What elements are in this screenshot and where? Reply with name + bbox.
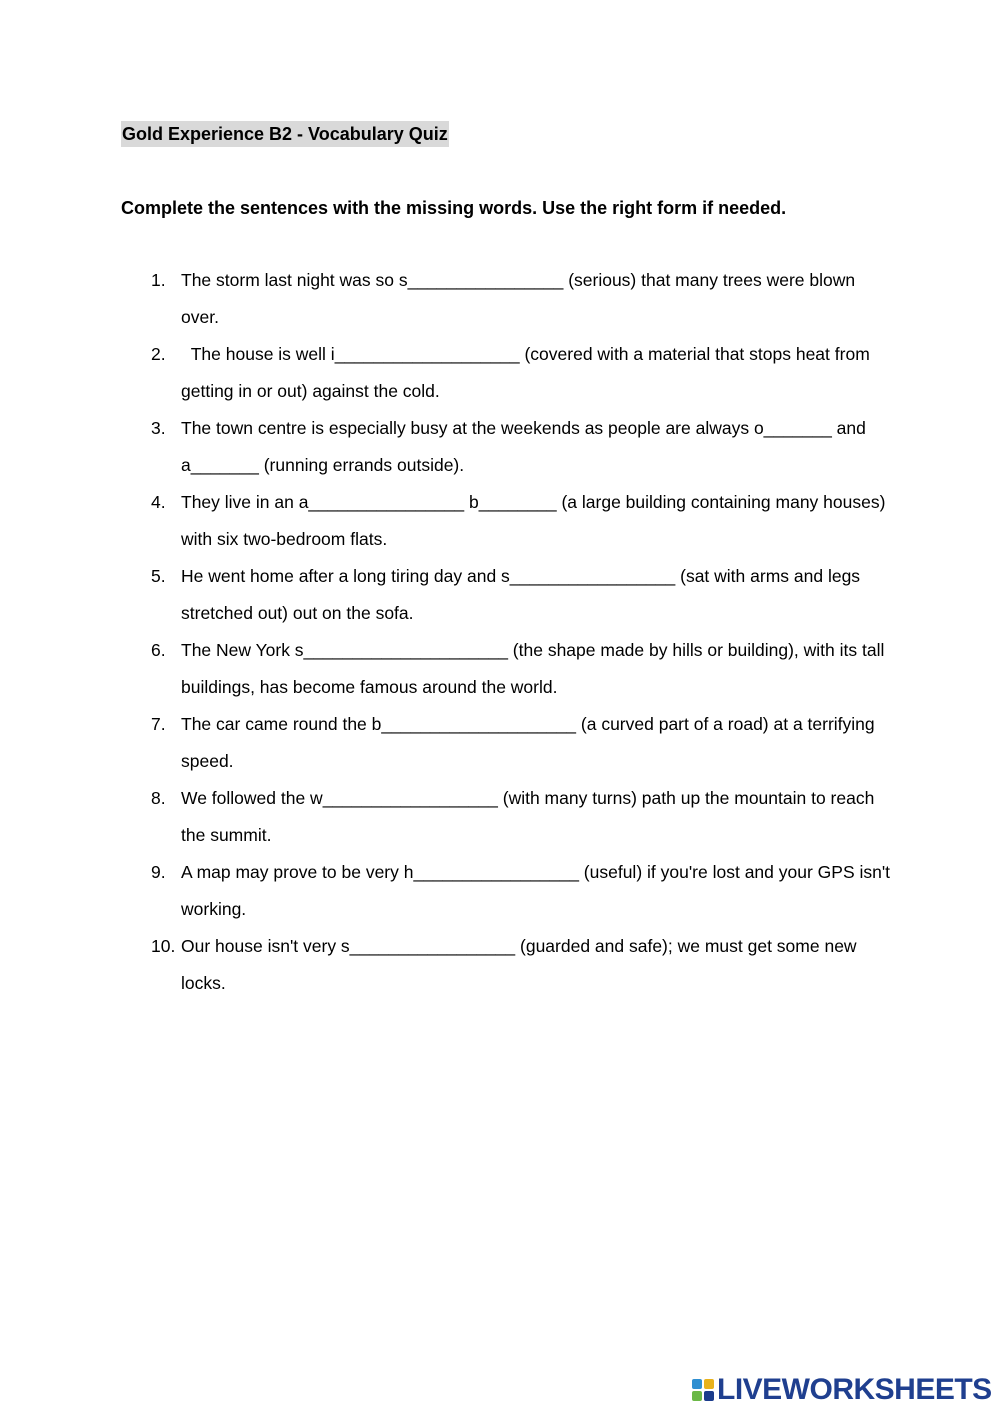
question-number: 5. [151,566,166,586]
question-text: The car came round the b____________________ (a curved part of a road) at a terrifying speed. [181,714,880,771]
page-title: Gold Experience B2 - Vocabulary Quiz [121,121,449,147]
question-9 [151,854,895,928]
question-4 [151,484,891,558]
question-number: 1. [151,270,166,290]
question-text: We followed the w__________________ (with many turns) path up the mountain to reach the summit. [181,788,880,845]
question-text: The house is well i___________________ (covered with a material that stops heat from getting in or out) against the cold. [181,344,875,401]
question-number: 4. [151,492,166,512]
instructions: Complete the sentences with the missing words. Use the right form if needed. [121,198,787,218]
question-5 [151,558,891,632]
question-10 [151,928,891,1002]
question-text: He went home after a long tiring day and s_________________ (sat with arms and legs stretched out) out on the sofa. [181,566,865,623]
question-text: The New York s_____________________ (the shape made by hills or building), with its tall buildings, has become famous around the world. [181,640,890,697]
question-list [151,262,895,1002]
question-text: The town centre is especially busy at the weekends as people are always o_______ and a_______ (running errands outside). [181,418,871,475]
question-6 [151,632,891,706]
question-2 [151,336,891,410]
question-text: A map may prove to be very h_________________ (useful) if you're lost and your GPS isn't working. [181,862,895,919]
liveworksheets-brand[interactable] [692,1374,992,1406]
liveworksheets-logo-icon [692,1379,714,1401]
question-number: 7. [151,714,166,734]
question-number: 8. [151,788,166,808]
question-text: The storm last night was so s________________ (serious) that many trees were blown over. [181,270,860,327]
brand-name: LIVEWORKSHEETS [717,1373,992,1406]
question-number: 9. [151,862,166,882]
question-number: 6. [151,640,166,660]
question-number: 2. [151,344,166,364]
question-number: 3. [151,418,166,438]
question-3 [151,410,891,484]
question-7 [151,706,891,780]
question-text: They live in an a________________ b________ (a large building containing many houses) with six two-bedroom flats. [181,492,891,549]
question-text: Our house isn't very s_________________ (guarded and safe); we must get some new locks. [181,936,862,993]
question-number: 10. [151,936,176,956]
question-1 [151,262,891,336]
question-8 [151,780,891,854]
